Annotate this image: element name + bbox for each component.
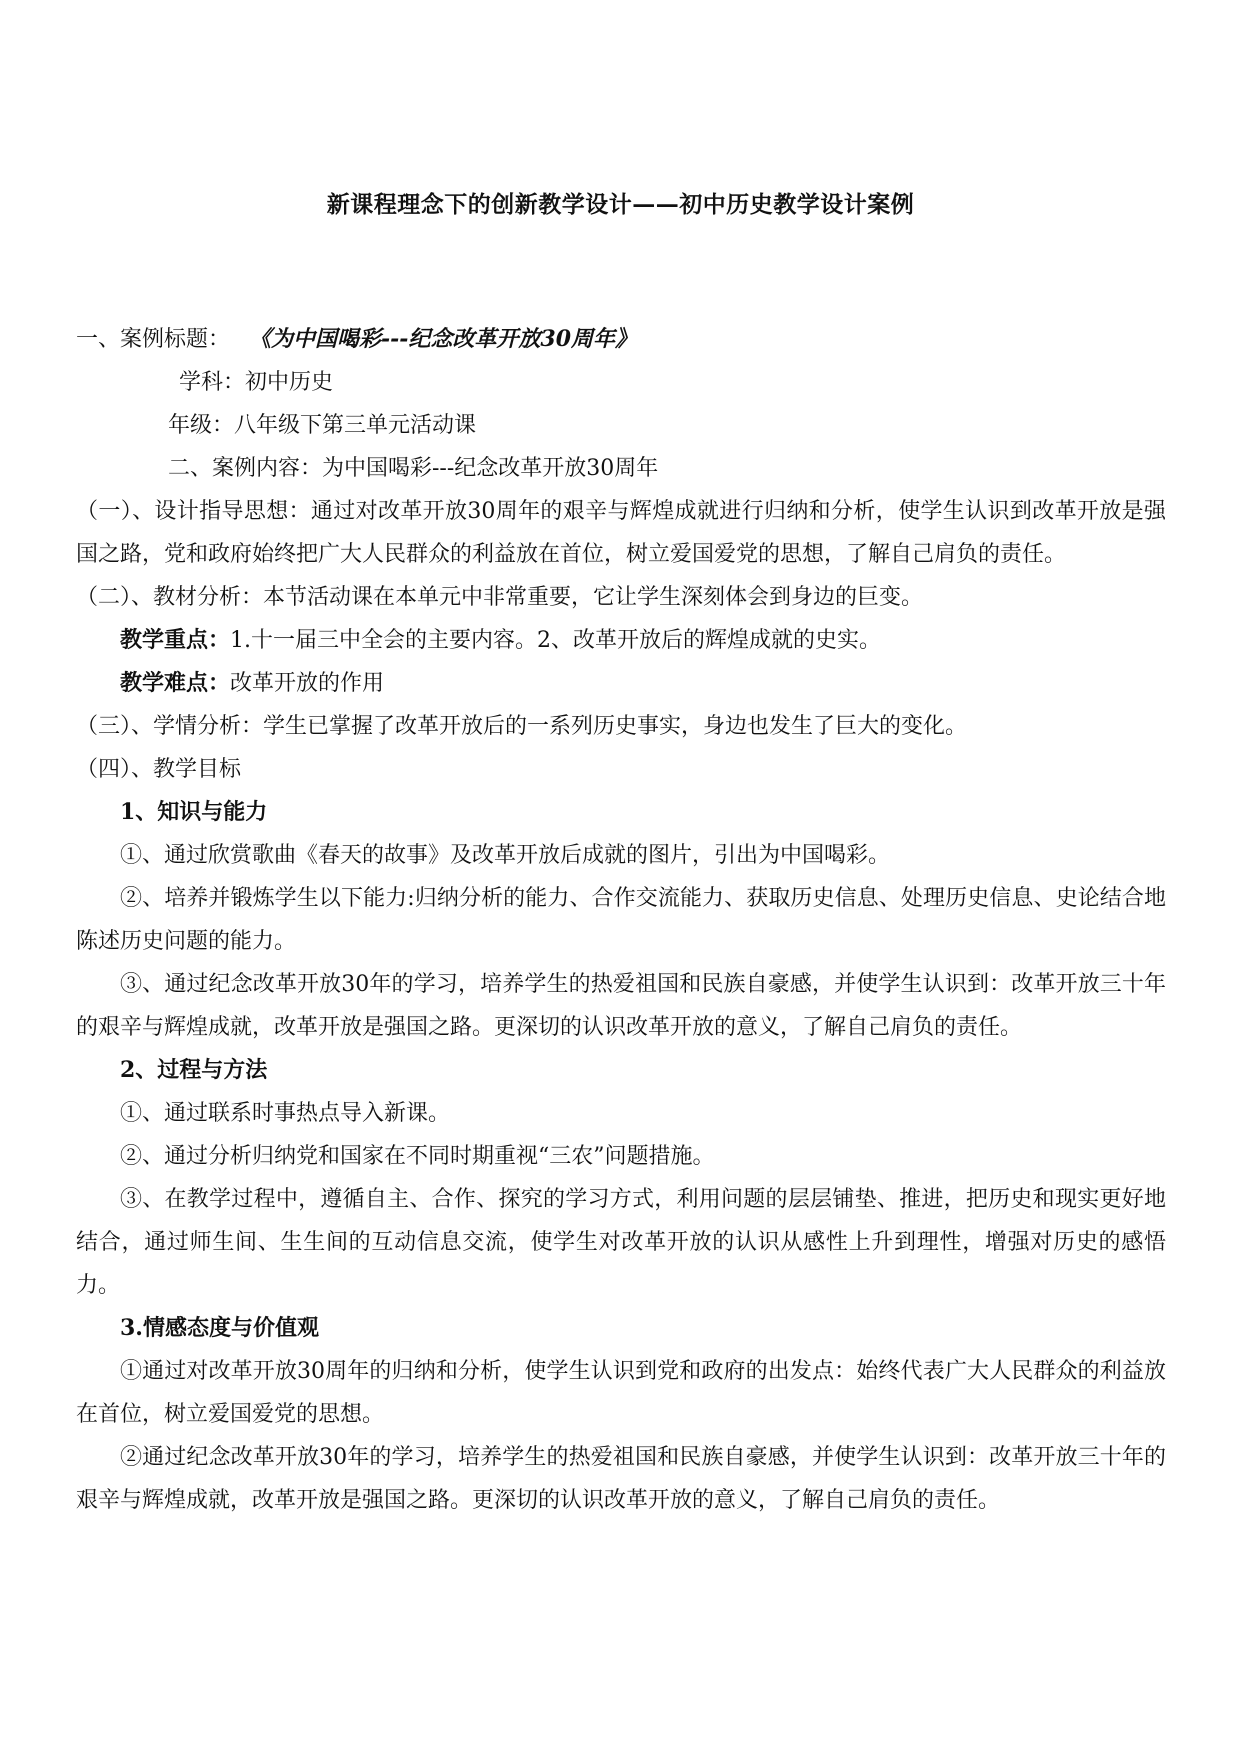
subject-line: 学科：初中历史 <box>179 370 334 395</box>
learner-analysis-paragraph: （三）、学情分析：学生已掌握了改革开放后的一系列历史事实，身边也发生了巨大的变化。 <box>76 714 968 739</box>
case-content-heading: 二、案例内容：为中国喝彩---纪念改革开放30周年 <box>168 456 659 481</box>
goal-process-item: ①、通过联系时事热点导入新课。 <box>120 1101 451 1126</box>
goal-knowledge-item: ①、通过欣赏歌曲《春天的故事》及改革开放后成就的图片，引出为中国喝彩。 <box>120 843 891 868</box>
goal-process-item: ③、在教学过程中，遵循自主、合作、探究的学习方式，利用问题的层层铺垫、推进，把历史和现实更好地结合，通过师生间、生生间的互动信息交流，使学生对改革开放的认识从感性上升到理性，增强对历史的感悟力。 <box>76 1187 1166 1298</box>
case-title: 《为中国喝彩---纪念改革开放30周年》 <box>260 326 638 352</box>
teaching-difficulty-text: 改革开放的作用 <box>230 671 385 696</box>
goal-process-heading: 2、过程与方法 <box>120 1057 268 1083</box>
case-title-line <box>76 318 1166 361</box>
teaching-key-label: 教学重点： <box>120 627 231 653</box>
teaching-difficulty-label: 教学难点： <box>120 670 231 696</box>
goal-knowledge-item: ③、通过纪念改革开放30年的学习，培养学生的热爱祖国和民族自豪感，并使学生认识到：改革开放三十年的艰辛与辉煌成就，改革开放是强国之路。更深切的认识改革开放的意义，了解自己肩负的责任。 <box>76 972 1166 1040</box>
goal-knowledge-item: ②、培养并锻炼学生以下能力:归纳分析的能力、合作交流能力、获取历史信息、处理历史信息、史论结合地陈述历史问题的能力。 <box>76 886 1166 954</box>
guiding-thought-paragraph: （一）、设计指导思想：通过对改革开放30周年的艰辛与辉煌成就进行归纳和分析，使学生认识到改革开放是强国之路，党和政府始终把广大人民群众的利益放在首位，树立爱国爱党的思想，了解自己肩负的责任。 <box>76 499 1166 567</box>
document-title: 新课程理念下的创新教学设计——初中历史教学设计案例 <box>326 191 915 218</box>
teaching-key-points <box>76 619 1166 662</box>
goal-emotion-item: ①通过对改革开放30周年的归纳和分析，使学生认识到党和政府的出发点：始终代表广大人民群众的利益放在首位，树立爱国爱党的思想。 <box>76 1359 1166 1427</box>
grade-line: 年级：八年级下第三单元活动课 <box>168 413 477 438</box>
document-body <box>76 318 1166 1522</box>
goal-emotion-item: ②通过纪念改革开放30年的学习，培养学生的热爱祖国和民族自豪感，并使学生认识到：改革开放三十年的艰辛与辉煌成就，改革开放是强国之路。更深切的认识改革开放的意义，了解自己肩负的责任。 <box>76 1445 1166 1513</box>
case-title-label: 一、案例标题： <box>76 327 231 352</box>
goal-knowledge-heading: 1、知识与能力 <box>120 799 268 825</box>
material-analysis-paragraph: （二）、教材分析：本节活动课在本单元中非常重要，它让学生深刻体会到身边的巨变。 <box>76 585 924 610</box>
teaching-difficulty <box>76 662 1166 705</box>
goal-process-item: ②、通过分析归纳党和国家在不同时期重视“三农”问题措施。 <box>120 1144 715 1169</box>
goal-emotion-heading: 3.情感态度与价值观 <box>120 1315 319 1341</box>
teaching-key-text: 1.十一届三中全会的主要内容。2、改革开放后的辉煌成就的史实。 <box>230 628 882 653</box>
teaching-goals-heading: （四）、教学目标 <box>76 757 242 782</box>
